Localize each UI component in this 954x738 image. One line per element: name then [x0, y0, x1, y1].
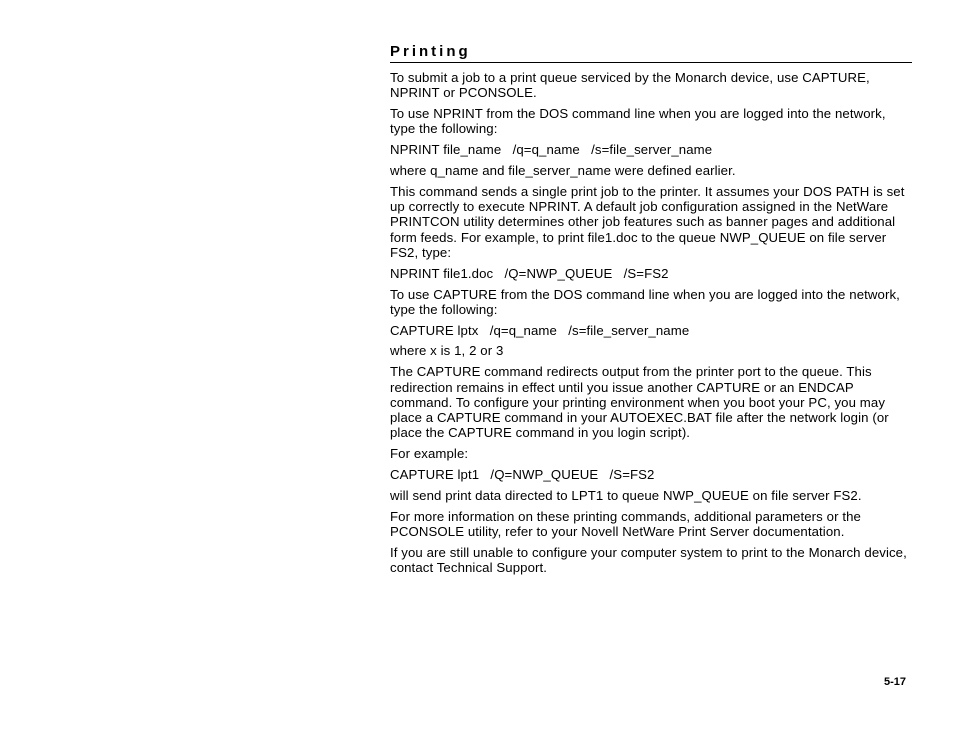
paragraph-nprint-usage: To use NPRINT from the DOS command line when you are logged into the network, type the following: [390, 106, 886, 137]
command-capture-syntax: CAPTURE lptx /q=q_name /s=file_server_name [390, 322, 690, 338]
document-content [390, 42, 912, 581]
paragraph-for-example: For example: [390, 446, 469, 462]
paragraph-capture-usage: To use CAPTURE from the DOS command line when you are logged into the network, type the following: [390, 286, 900, 317]
paragraph-nprint-params: where q_name and file_server_name were defined earlier. [390, 162, 736, 178]
paragraph-capture-description: The CAPTURE command redirects output from the printer port to the queue. This redirection remains in effect until you issue another CAPTURE or an ENDCAP command. To configure your printing environment when you boot your PC, you may place a CAPTURE command in your AUTOEXEC.BAT file after the network login (or place the CAPTURE command in you login script). [390, 364, 889, 441]
paragraph-capture-result: will send print data directed to LPT1 to queue NWP_QUEUE on file server FS2. [390, 487, 862, 503]
command-capture-example: CAPTURE lpt1 /Q=NWP_QUEUE /S=FS2 [390, 467, 655, 483]
command-nprint-syntax: NPRINT file_name /q=q_name /s=file_server_name [390, 142, 713, 158]
paragraph-nprint-description: This command sends a single print job to the printer. It assumes your DOS PATH is set up correctly to execute NPRINT. A default job configuration assigned in the NetWare PRINTCON utility determines other job features such as banner pages and additional form feeds. For example, to print file1.doc to the queue NWP_QUEUE on file server FS2, type: [390, 183, 905, 260]
page-number: 5-17 [884, 676, 907, 688]
paragraph-more-info: For more information on these printing commands, additional parameters or the PCONSOLE utility, refer to your Novell NetWare Print Server documentation. [390, 508, 861, 539]
command-nprint-example: NPRINT file1.doc /Q=NWP_QUEUE /S=FS2 [390, 265, 669, 281]
section-heading: Printing [390, 42, 912, 63]
paragraph-intro: To submit a job to a print queue serviced by the Monarch device, use CAPTURE, NPRINT or PCONSOLE. [390, 70, 870, 101]
body-text [390, 70, 912, 575]
paragraph-capture-params: where x is 1, 2 or 3 [390, 343, 504, 359]
paragraph-support: If you are still unable to configure your computer system to print to the Monarch device, contact Technical Support. [390, 544, 907, 576]
